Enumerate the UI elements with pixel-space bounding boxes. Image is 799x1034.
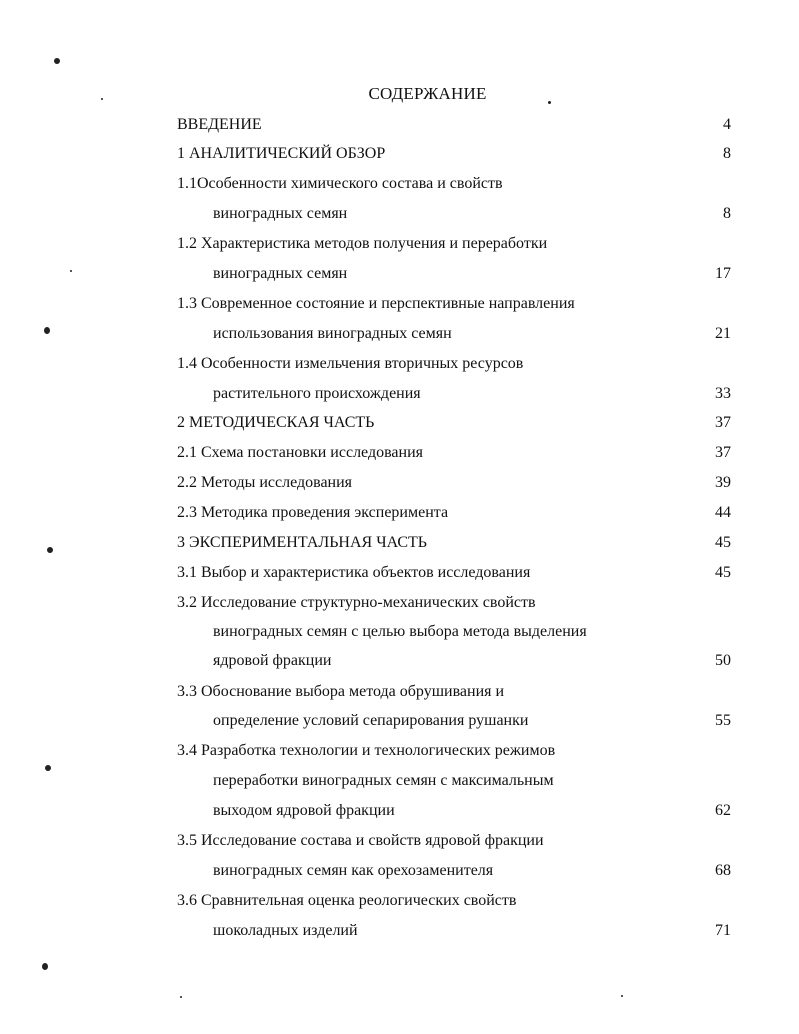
toc-title: СОДЕРЖАНИЕ [368,84,487,103]
toc-page-number: 37 [715,414,731,431]
toc-entry-line: 3 ЭКСПЕРИМЕНТАЛЬНАЯ ЧАСТЬ [177,534,427,551]
toc-entry-line: 1.2 Характеристика методов получения и переработки [177,235,548,252]
scan-speck [101,98,103,100]
toc-page-number: 4 [723,116,731,133]
toc-page-number: 55 [715,712,731,729]
toc-entry-line: виноградных семян с целью выбора метода выделения [213,623,587,640]
toc-entry-line: 1 АНАЛИТИЧЕСКИЙ ОБЗОР [177,145,386,162]
scan-speck [42,963,48,970]
toc-page-number: 44 [715,504,731,521]
scan-speck [621,995,623,997]
toc-entry-line: виноградных семян [213,265,348,282]
toc-entry-line: 3.6 Сравнительная оценка реологических свойств [177,892,517,909]
toc-page-number: 45 [715,534,731,551]
toc-entry-line: 3.1 Выбор и характеристика объектов исследования [177,564,531,581]
toc-page-number: 45 [715,564,731,581]
toc-entry-line: шоколадных изделий [213,922,358,939]
toc-entry-line: 2 МЕТОДИЧЕСКАЯ ЧАСТЬ [177,414,375,431]
scan-speck [45,765,51,771]
toc-page-number: 39 [715,474,731,491]
toc-entry-line: 2.2 Методы исследования [177,474,353,491]
toc-page-number: 17 [715,265,731,282]
toc-entry-line: растительного происхождения [213,385,421,402]
toc-entry-line: определение условий сепарирования рушанки [213,712,529,729]
toc-entry-line: 3.2 Исследование структурно-механических свойств [177,594,536,611]
toc-page-number: 50 [715,652,731,669]
toc-entry-line: 3.4 Разработка технологии и технологических режимов [177,742,556,759]
toc-entry-line: ВВЕДЕНИЕ [177,116,262,133]
toc-entry-line: переработки виноградных семян с максимальным [213,772,554,789]
scan-speck [180,996,182,998]
toc-entry-line: 3.3 Обоснование выбора метода обрушивания и [177,683,505,700]
toc-page-number: 71 [715,922,731,939]
toc-page-number: 68 [715,862,731,879]
toc-entry-line: виноградных семян [213,205,348,222]
toc-page-number: 37 [715,444,731,461]
toc-entry-line: 2.1 Схема постановки исследования [177,444,424,461]
scan-speck [47,547,53,553]
toc-page-number: 21 [715,325,731,342]
toc-entry-line: использования виноградных семян [213,325,452,342]
toc-entry-line: 2.3 Методика проведения эксперимента [177,504,449,521]
toc-entry-line: ядровой фракции [213,652,332,669]
toc-entry-line: 1.3 Современное состояние и перспективные направления [177,295,575,312]
toc-entry-line: виноградных семян как орехозаменителя [213,862,494,879]
scan-speck [70,270,72,272]
toc-entry-line: 1.4 Особенности измельчения вторичных ресурсов [177,355,524,372]
scan-speck [54,58,60,64]
scan-speck [44,327,50,334]
toc-page-number: 8 [723,205,731,222]
toc-page-number: 8 [723,145,731,162]
scan-speck [548,101,551,104]
toc-entry-line: выходом ядровой фракции [213,802,395,819]
toc-entry-line: 1.1Особенности химического состава и свойств [177,175,503,192]
toc-page-number: 33 [715,385,731,402]
toc-entry-line: 3.5 Исследование состава и свойств ядровой фракции [177,832,544,849]
toc-page-number: 62 [715,802,731,819]
